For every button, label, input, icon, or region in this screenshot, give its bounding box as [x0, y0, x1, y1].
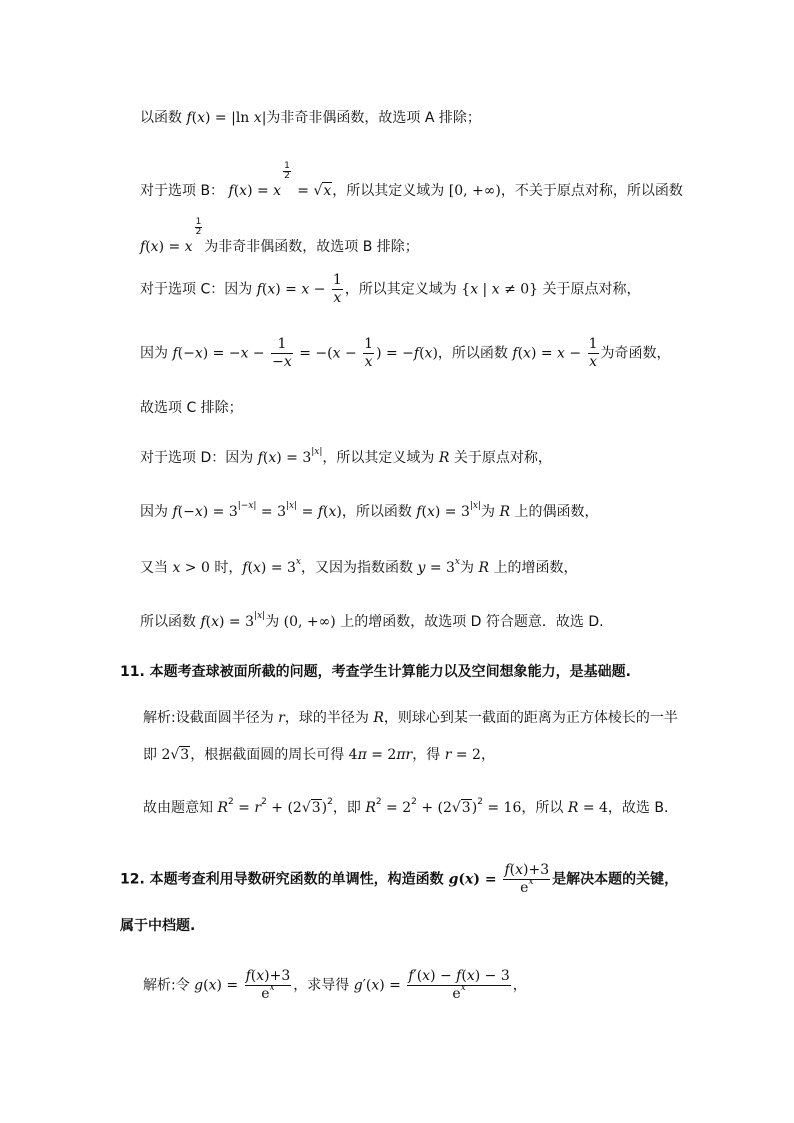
line-option-b-domain: 对于选项 B： f(x) = x $^{\frac{1}{2}}$ = √x，所以其定义域为 [0, +∞)，不关于原点对称，所以函数 [140, 161, 683, 199]
line-option-c-domain: 对于选项 C：因为 f(x) = x − $\frac{1}{x}$ ，所以其定义域为 {x | x ≠ 0} 关于原点对称， [140, 272, 641, 306]
line-option-a-conclusion: 以函数 f(x) = |ln x|为非奇非偶函数，故选项 A 排除； [140, 110, 481, 126]
question-11-summary: 11. 本题考查球被面所截的问题，考查学生计算能力以及空间想象能力，是基础题. [120, 664, 631, 680]
line-option-d-domain: 对于选项 D：因为 $f(x) = 3^{|x|}$，所以其定义域为 R 关于原点对称， [140, 447, 552, 466]
q12-analysis-line1: 解析:令 g(x) = $\frac{f(x)+3}{e^x}$ ，求导得 g′(x) = $\frac{f'(x) - f(x) - 3}{e^x}$ ， [143, 968, 527, 1002]
line-option-d-even: 因为 $f(-x) = 3^{|-x|} = 3^{|x|} = f(x)$，所以函数 $f(x) = 3^{|x|}$为 R 上的偶函数， [140, 501, 599, 520]
line-option-b-conclusion: f(x) = x $^{\frac{1}{2}}$ 为非奇非偶函数，故选项 B 排除； [140, 217, 419, 255]
q11-analysis-line1: 解析:设截面圆半径为 r，球的半径为 R，则球心到某一截面的距离为正方体棱长的一半 [143, 710, 678, 726]
question-12-summary: 12. 本题考查利用导数研究函数的单调性，构造函数 g(x) = $\frac{f(x)+3}{e^x}$ 是解决本题的关键， [120, 862, 679, 896]
line-option-c-odd: 因为 f(−x) = −x − $\frac{1}{-x}$ = −(x − $\frac{1}{x}$ ) = −f(x)，所以函数 f(x) = x − $\frac{1}{x}$ 为奇函数， [140, 336, 671, 370]
line-option-d-conclusion: 所以函数 $f(x) = 3^{|x|}$为 (0, +∞) 上的增函数，故选项 D 符合题意．故选 D. [140, 611, 604, 630]
q11-analysis-line2: 即 2√3，根据截面圆的周长可得 4π = 2πr，得 r = 2， [143, 747, 495, 763]
question-12-level: 属于中档题. [120, 918, 196, 934]
line-option-c-conclusion: 故选项 C 排除； [140, 400, 243, 416]
q11-analysis-line3: 故由题意知 $R^2 = r^2 + (2√3)^2$，即 $R^2 = 2^2 + (2√3)^2 = 16$，所以 R = 4，故选 B. [143, 797, 669, 816]
line-option-d-increasing: 又当 x > 0 时，$f(x) = 3^x$，又因为指数函数 $y = 3^x$为 R 上的增函数， [140, 557, 578, 576]
